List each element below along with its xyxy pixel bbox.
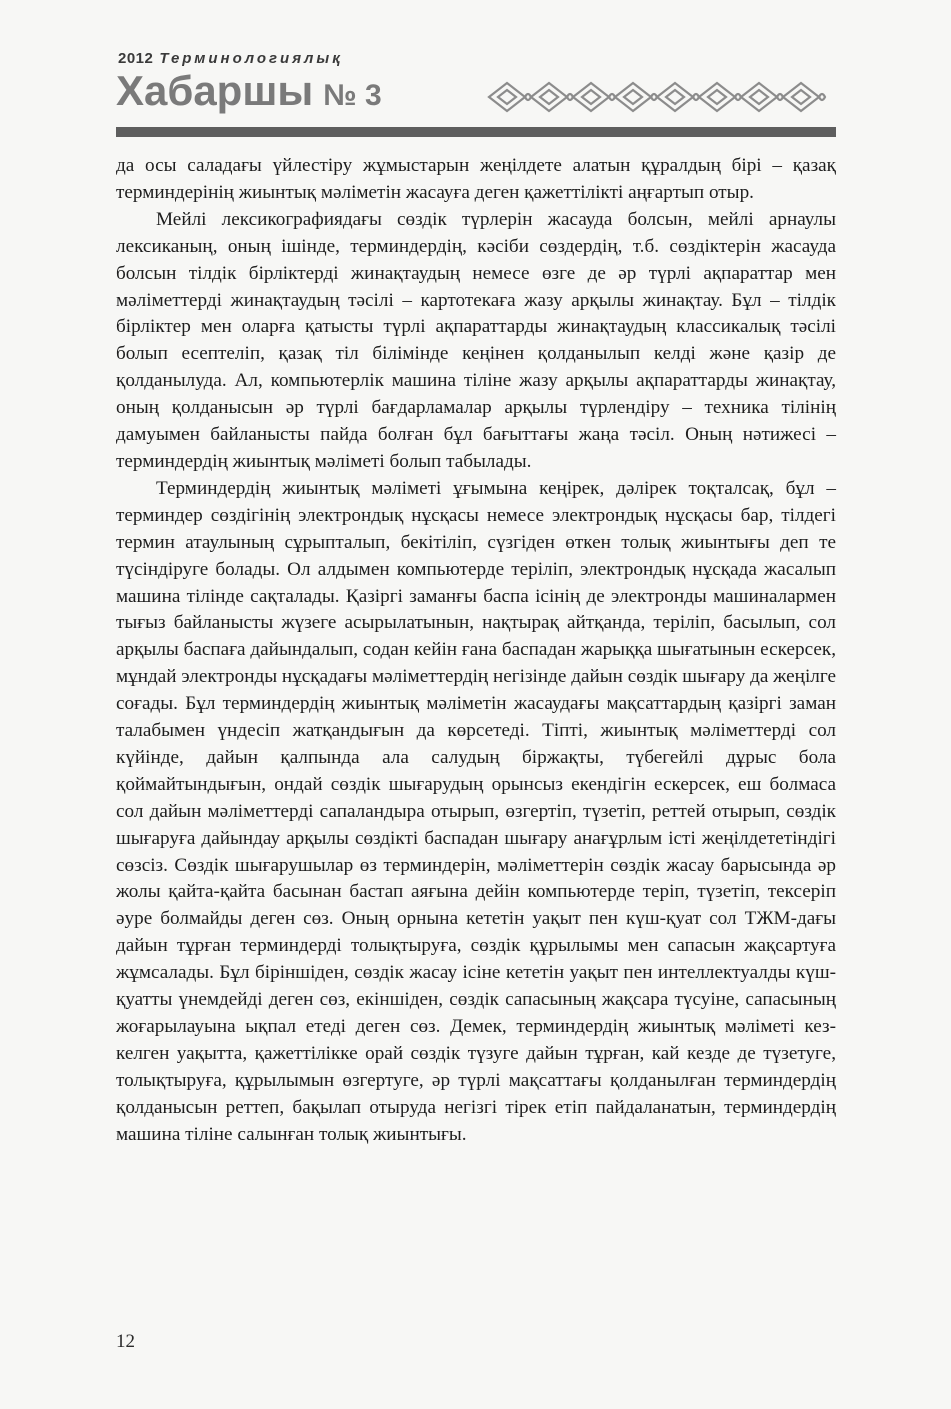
page-number: 12: [116, 1331, 135, 1352]
header-journal-title: [116, 67, 382, 114]
header-year: 2012: [118, 50, 154, 67]
header-issue-number: № 3: [323, 79, 382, 112]
header-rule: [116, 127, 836, 137]
paragraph-1: да осы саладағы үйлестіру жұмыстарын жеңілдете алатын құралдың бірі – қазақ терминдерінің жиынтық мәліметін жасауға деген қажеттілікті аңғартып отыр.: [116, 155, 836, 203]
ornament-pattern-icon: [486, 80, 836, 114]
header-title-main: Хабаршы: [116, 67, 314, 114]
paragraph-2: Мейлі лексикографиядағы сөздік түрлерін жасауда болсын, мейлі арнаулы лексиканың, оның ішінде, терминдердің, кәсіби сөздердің, т.б. сөздіктерін жасауда болсын тілдік бірліктерді жинақтаудың немесе өзге де әр түрлі ақпараттар мен мәліметтерді жинақтаудың тәсілі – картотекаға жазу арқылы жинақтау. Бұл – тілдік бірліктер мен оларға қатысты түрлі ақпараттарды жинақтаудың классикалық тәсілі болып есептеліп, қазақ тіл білімінде кеңінен қолданылып келді және қазір де қолданылуда. Ал, компьютерлік машина тіліне жазу арқылы ақпараттарды жинақтау, оның қолданысын әр түрлі бағдарламалар арқылы түрлендіру – техника тілінің дамуымен байланысты пайда болған бұл бағыттағы жаңа тәсіл. Оның нәтижесі – терминдердің жиынтық мәліметі болып табылады.: [116, 208, 836, 472]
header-year-line: [118, 50, 343, 67]
header-title-top: Терминологиялық: [159, 50, 343, 67]
paragraph-3: Терминдердің жиынтық мәліметі ұғымына кеңірек, дәлірек тоқталсақ, бұл – терминдер сөздігінің электрондық нұсқасы немесе электрондық нұсқасы бар, тілдегі термин атаулының сұрыпталып, бекітіліп, сүзгіден өткен толық жиынтығы деп те түсіндіруге болады. Ол алдымен компьютерде теріліп, электрондық нұсқада жасалып машина тілінде сақталады. Қазіргі заманғы баспа ісінің де электронды машиналармен тығыз байланысты жүзеге асырылатынын, нақтырақ айтқанда, теріліп, басылып, сол арқылы баспаға дайындалып, содан кейін ғана баспадан жарыққа шығатынын ескерсек, мұндай электронды нұсқадағы мәліметтердің негізінде дайын сөздік шығару да жеңілге соғады. Бұл терминдердің жиынтық мәліметін жасаудағы мақсаттардың қазіргі заман талабымен үндесіп жатқандығын да көрсетеді. Тіпті, жиынтық мәліметтерді сол күйінде, дайын қалпында ала салудың біржақты, түбегейлі дұрыс бола қоймайтындығын, ондай сөздік шығарудың орынсыз екендігін ескерсек, еш болмаса сол дайын мәліметтерді сапаландыра отырып, өзгертіп, түзетіп, реттей отырып, сөздік шығаруға дайындау арқылы сөздікті баспадан шығару анағұрлым істі жеңілдететіндігі сөзсіз. Сөздік шығарушылар өз терминдерін, мәліметтерін сөздік жасау барысында әр жолы қайта-қайта басынан бастап аяғына дейін компьютерде теріп, түзетіп, тексеріп әуре болмайды деген сөз. Оның орнына кететін уақыт пен күш-қуат сол ТЖМ-дағы дайын тұрған терминдерді толықтыруға, сөздік құрылымы мен сапасын жақсартуға жұмсалады. Бұл біріншіден, сөздік жасау ісіне кететін уақыт пен интеллектуалды күш-қуатты үнемдейді деген сөз, екіншіден, сөздік сапасының жақсара түсуіне, сапасының жоғарылауына ықпал етеді деген сөз. Демек, терминдердің жиынтық мәліметі кез-келген уақытта, қажеттілікке орай сөздік түзуге дайын тұрған, кай кезде де түзетуге, толықтыруға, құрылымын өзгертуге, әр түрлі мақсаттағы қолданылған терминдердің қолданысын реттеп, бақылап отыруда негізгі тірек етіп пайдаланатын, терминдердің машина тіліне салынған толық жиынтығы.: [116, 477, 836, 1145]
article-body: [116, 153, 836, 1149]
